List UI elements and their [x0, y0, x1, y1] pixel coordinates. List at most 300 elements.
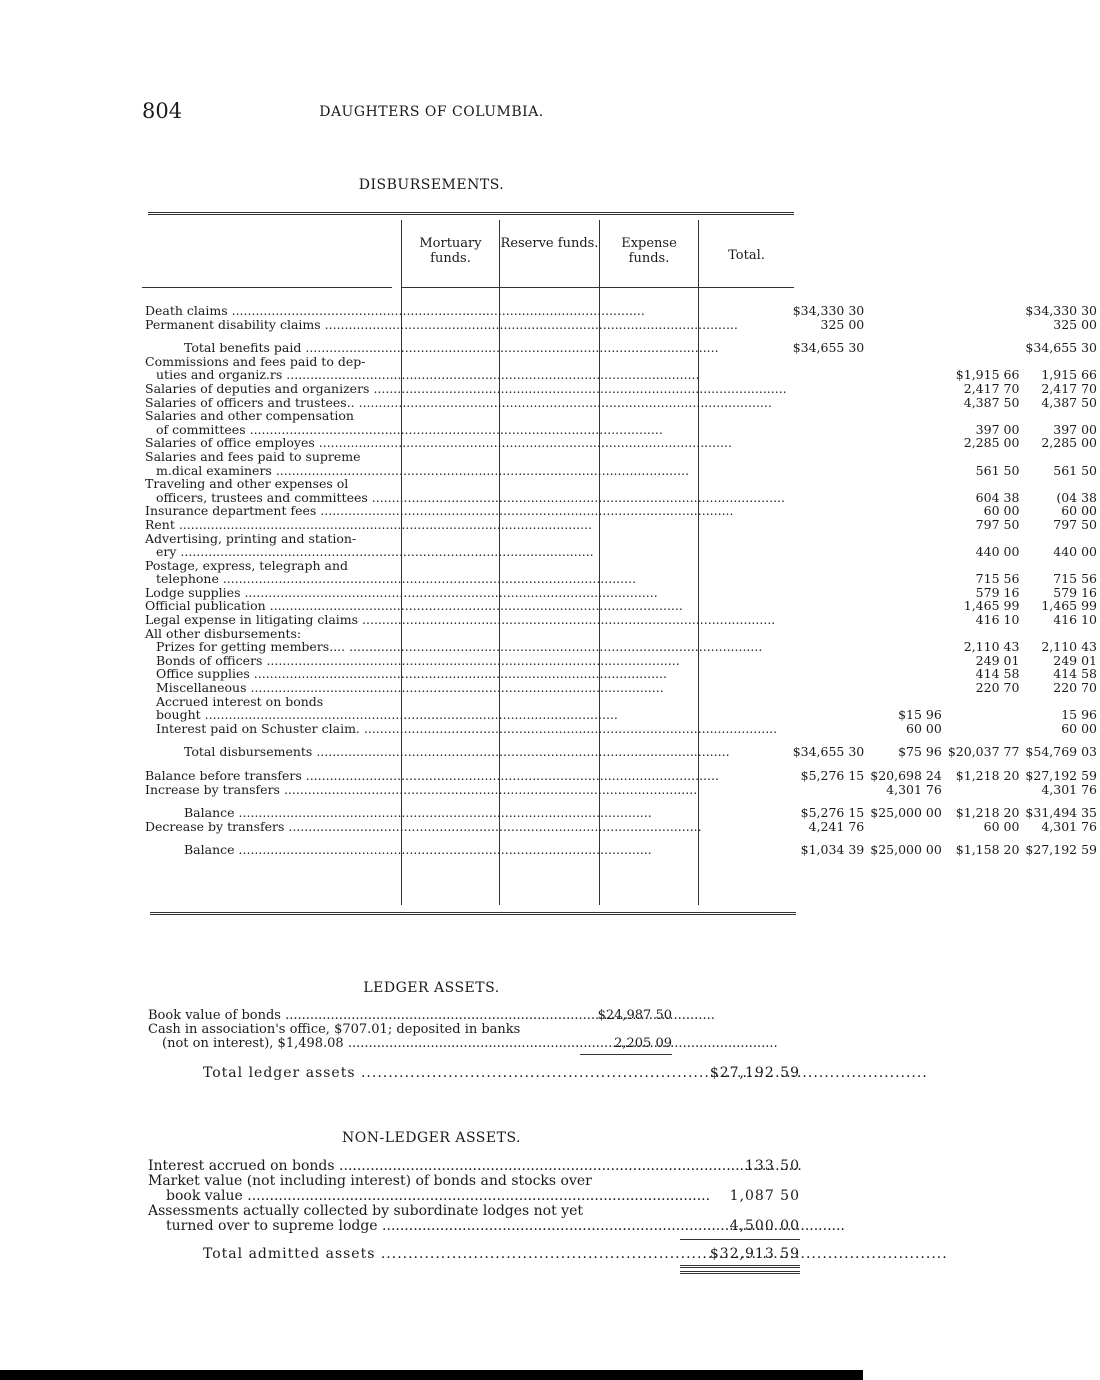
- row-label-text: Advertising, printing and station-: [145, 530, 357, 546]
- row-label-text: Commissions and fees paid to dep-: [145, 353, 366, 369]
- table-row: [142, 681, 1100, 695]
- table-row: [142, 640, 1100, 654]
- row-label: [142, 436, 790, 450]
- ledger-bonds-value: $24,987 50: [597, 1008, 672, 1023]
- row-label-text: Lodge supplies: [145, 584, 241, 600]
- column-header-expense: Expense funds.: [621, 236, 677, 266]
- row-label-text: Balance before transfers: [145, 768, 302, 783]
- cell-mortuary: [790, 613, 868, 627]
- cell-mortuary: [790, 599, 868, 613]
- cell-total: [1022, 559, 1100, 573]
- leader-dots: [315, 435, 732, 450]
- cell-reserve: [867, 355, 945, 369]
- cell-expense: [945, 304, 1023, 318]
- column-header-total: Total.: [728, 248, 765, 263]
- leader-dots: [312, 744, 729, 759]
- leader-dots: [321, 317, 738, 332]
- cell-expense: 440 00: [975, 544, 1020, 560]
- row-label: [142, 559, 790, 573]
- cell-mortuary: [790, 396, 868, 410]
- nonledger-assess-label: turned over to supreme lodge: [166, 1218, 378, 1234]
- cell-expense: 715 56: [975, 571, 1020, 587]
- row-label: [142, 667, 790, 681]
- cell-total: 60 00: [1061, 503, 1097, 519]
- cell-expense: 249 01: [975, 652, 1020, 668]
- row-label: [142, 545, 790, 559]
- cell-mortuary: [790, 477, 868, 491]
- cell-reserve: [867, 640, 945, 654]
- table-row: [142, 695, 1100, 709]
- cell-mortuary: $34,655 30: [792, 340, 865, 356]
- row-label-text: Official publication: [145, 598, 266, 614]
- row-label: [142, 341, 790, 355]
- cell-reserve: [867, 572, 945, 586]
- row-label: [142, 745, 790, 759]
- row-label-text: Office supplies: [156, 666, 250, 682]
- row-label-text: Permanent disability claims: [145, 316, 321, 332]
- cell-reserve: [867, 559, 945, 573]
- leader-dots: [360, 721, 777, 736]
- table-row: [142, 368, 1100, 382]
- cell-expense: 604 38: [975, 489, 1020, 505]
- table-row: [142, 586, 1100, 600]
- table-row: [142, 599, 1100, 613]
- row-label: [142, 599, 790, 613]
- ledger-line-cash-b-label: (not on interest), $1,498.08: [162, 1036, 344, 1051]
- row-label: [142, 572, 790, 586]
- table-row: [142, 450, 1100, 464]
- cell-reserve: [867, 518, 945, 532]
- table-row: [142, 769, 1100, 783]
- total-double-rule: [680, 1271, 800, 1274]
- ledger-line-cash-a: Cash in association's office, $707.01; deposited in banks: [148, 1022, 521, 1037]
- cell-total: 397 00: [1053, 421, 1097, 437]
- row-label: [142, 396, 790, 410]
- cell-total: 579 16: [1053, 584, 1097, 600]
- table-bottom-rule: [150, 912, 796, 915]
- row-label: [142, 586, 790, 600]
- cell-expense: 579 16: [975, 584, 1020, 600]
- cell-reserve: [867, 681, 945, 695]
- row-label: [142, 695, 790, 709]
- running-head: DAUGHTERS OF COLUMBIA.: [319, 104, 544, 120]
- cell-expense: 797 50: [975, 516, 1020, 532]
- cell-mortuary: [790, 572, 868, 586]
- cell-mortuary: $5,276 15: [800, 805, 865, 821]
- cell-mortuary: [790, 409, 868, 423]
- cell-mortuary: [790, 640, 868, 654]
- cell-expense: [945, 708, 1023, 722]
- row-label-text: ery: [156, 544, 177, 560]
- table-row: [142, 745, 1100, 759]
- cell-total: 4,301 76: [1041, 781, 1097, 797]
- cell-mortuary: [790, 368, 868, 382]
- leader-dots: [344, 1036, 778, 1051]
- row-label: [142, 783, 790, 797]
- cell-expense: 416 10: [975, 612, 1020, 628]
- row-label: [142, 769, 790, 783]
- column-header-reserve: Reserve funds.: [500, 236, 599, 251]
- table-row: [142, 436, 1100, 450]
- cell-mortuary: [790, 545, 868, 559]
- row-label: [142, 464, 790, 478]
- row-label-text: Death claims: [145, 303, 228, 318]
- cell-mortuary: 325 00: [820, 316, 865, 332]
- row-label: [142, 613, 790, 627]
- cell-reserve: [867, 464, 945, 478]
- cell-mortuary: [790, 491, 868, 505]
- cell-total: (04 38: [1056, 489, 1097, 505]
- table-row: [142, 654, 1100, 668]
- cell-mortuary: [790, 504, 868, 518]
- nonledger-sum-rule: [680, 1239, 800, 1240]
- nonledger-line-market-b: [166, 1189, 672, 1203]
- cell-mortuary: [790, 695, 868, 709]
- row-label: [142, 627, 790, 641]
- ledger-total-value: $27,192 59: [709, 1065, 800, 1081]
- row-label-text: Accrued interest on bonds: [156, 693, 324, 709]
- row-label-text: m.dical examiners: [156, 462, 272, 478]
- cell-reserve: $25,000 00: [870, 805, 942, 821]
- ledger-line-bonds-label: Book value of bonds: [148, 1008, 281, 1023]
- table-row: [142, 559, 1100, 573]
- cell-mortuary: [790, 423, 868, 437]
- row-label: [142, 654, 790, 668]
- cell-expense: $1,218 20: [955, 805, 1020, 821]
- cell-reserve: [867, 545, 945, 559]
- leader-dots: [280, 782, 697, 797]
- cell-mortuary: [790, 518, 868, 532]
- cell-expense: 2,110 43: [963, 639, 1020, 655]
- cell-reserve: [867, 368, 945, 382]
- row-label: [142, 304, 790, 318]
- cell-total: $31,494 35: [1025, 805, 1097, 821]
- nonledger-total-label: Total admitted assets: [203, 1246, 376, 1262]
- table-row: [142, 667, 1100, 681]
- cell-mortuary: [790, 722, 868, 736]
- cell-total: $34,330 30: [1025, 303, 1097, 318]
- ledger-heading: LEDGER ASSETS.: [363, 980, 500, 996]
- cell-mortuary: [790, 436, 868, 450]
- cell-reserve: [867, 613, 945, 627]
- cell-total: 416 10: [1053, 612, 1097, 628]
- cell-expense: [945, 477, 1023, 491]
- nonledger-market-label: book value: [166, 1188, 243, 1204]
- cell-total: 440 00: [1053, 544, 1097, 560]
- cell-expense: [945, 722, 1023, 736]
- cell-total: 715 56: [1053, 571, 1097, 587]
- table-row: [142, 532, 1100, 546]
- row-label: [142, 423, 790, 437]
- cell-reserve: [867, 382, 945, 396]
- cell-reserve: $25,000 00: [870, 842, 942, 858]
- row-label-text: Salaries of office employes: [145, 435, 315, 451]
- cell-expense: [945, 450, 1023, 464]
- row-label-text: Total disbursements: [184, 744, 313, 760]
- leader-dots: [356, 1065, 928, 1081]
- cell-expense: [945, 627, 1023, 641]
- cell-reserve: [867, 423, 945, 437]
- cell-mortuary: [790, 464, 868, 478]
- row-label-text: Insurance department fees: [145, 503, 317, 519]
- cell-reserve: [867, 654, 945, 668]
- table-row: [142, 627, 1100, 641]
- row-label: [142, 477, 790, 491]
- cell-expense: 1,465 99: [963, 598, 1020, 614]
- cell-mortuary: [790, 681, 868, 695]
- table-row: [142, 477, 1100, 491]
- row-label-text: Salaries and other compensation: [145, 408, 354, 424]
- table-row: [142, 806, 1100, 820]
- row-label: [142, 355, 790, 369]
- cell-total: [1022, 532, 1100, 546]
- cell-mortuary: [790, 667, 868, 681]
- row-label: [142, 491, 790, 505]
- cell-total: 414 58: [1053, 666, 1097, 682]
- cell-mortuary: [790, 532, 868, 546]
- nonledger-market-value: 1,087 50: [729, 1188, 800, 1204]
- cell-total: [1022, 450, 1100, 464]
- ledger-line-bonds: [148, 1009, 578, 1023]
- leader-dots: [375, 1246, 947, 1262]
- cell-total: 561 50: [1053, 462, 1097, 478]
- cell-reserve: $75 96: [898, 744, 942, 760]
- cell-mortuary: [790, 783, 868, 797]
- table-row: [142, 613, 1100, 627]
- cell-total: 2,417 70: [1041, 380, 1097, 396]
- row-label-text: uties and organiz.rs: [156, 367, 283, 383]
- cell-expense: [945, 409, 1023, 423]
- row-label: [142, 820, 790, 834]
- cell-reserve: $20,698 24: [870, 768, 942, 783]
- cell-total: [1022, 477, 1100, 491]
- cell-reserve: [867, 695, 945, 709]
- row-label: [142, 504, 790, 518]
- cell-mortuary: [790, 559, 868, 573]
- row-label-text: of committees: [156, 421, 246, 437]
- ledger-total-line: [203, 1066, 670, 1080]
- row-label-text: telephone: [156, 571, 219, 587]
- row-label-text: Total benefits paid: [184, 340, 302, 356]
- cell-mortuary: [790, 627, 868, 641]
- cell-reserve: [867, 820, 945, 834]
- cell-total: 2,110 43: [1041, 639, 1097, 655]
- row-label-text: Traveling and other expenses ol: [145, 476, 349, 492]
- table-row: [142, 341, 1100, 355]
- row-label: [142, 843, 790, 857]
- cell-total: 4,301 76: [1041, 818, 1097, 834]
- table-row: [142, 464, 1100, 478]
- row-label: [142, 681, 790, 695]
- scan-edge-bar: [0, 1370, 863, 1380]
- cell-expense: 4,387 50: [963, 394, 1020, 410]
- table-row: [142, 355, 1100, 369]
- table-row: [142, 820, 1100, 834]
- cell-total: $34,655 30: [1025, 340, 1097, 356]
- cell-reserve: [867, 318, 945, 332]
- cell-reserve: [867, 409, 945, 423]
- cell-reserve: [867, 504, 945, 518]
- cell-total: 220 70: [1053, 680, 1097, 696]
- cell-reserve: [867, 304, 945, 318]
- row-label-text: Bonds of officers: [156, 652, 263, 668]
- cell-expense: 2,417 70: [963, 380, 1020, 396]
- leader-dots: [243, 1188, 710, 1204]
- cell-total: 797 50: [1053, 516, 1097, 532]
- leader-dots: [284, 819, 701, 834]
- ledger-total-label: Total ledger assets: [203, 1065, 356, 1081]
- table-row: [142, 396, 1100, 410]
- cell-mortuary: [790, 654, 868, 668]
- nonledger-line-assess-a: Assessments actually collected by subordinate lodges not yet: [148, 1203, 583, 1219]
- cell-total: [1022, 355, 1100, 369]
- nonledger-heading: NON-LEDGER ASSETS.: [342, 1130, 521, 1146]
- header-rule-cols: [402, 287, 794, 288]
- row-label: [142, 532, 790, 546]
- row-label: [142, 382, 790, 396]
- table-row: [142, 843, 1100, 857]
- cell-expense: $1,218 20: [955, 768, 1020, 783]
- total-double-rule: [680, 1265, 800, 1268]
- cell-total: 15 96: [1061, 707, 1097, 723]
- cell-reserve: $15 96: [898, 707, 942, 723]
- row-label: [142, 450, 790, 464]
- row-label-text: Miscellaneous: [156, 680, 247, 696]
- cell-mortuary: $1,034 39: [800, 842, 865, 858]
- cell-reserve: 4,301 76: [886, 781, 942, 797]
- table-row: [142, 409, 1100, 423]
- cell-mortuary: 4,241 76: [808, 818, 865, 834]
- nonledger-total-value: $32,913 59: [709, 1246, 800, 1262]
- table-row: [142, 545, 1100, 559]
- disbursements-heading: DISBURSEMENTS.: [358, 177, 505, 193]
- cell-expense: 414 58: [975, 666, 1020, 682]
- row-label: [142, 318, 790, 332]
- table-row: [142, 318, 1100, 332]
- cell-total: $27,192 59: [1025, 768, 1097, 783]
- cell-expense: $20,037 77: [947, 744, 1020, 760]
- cell-total: 325 00: [1053, 316, 1097, 332]
- cell-expense: [945, 318, 1023, 332]
- cell-total: 1,915 66: [1041, 367, 1097, 383]
- cell-expense: [945, 355, 1023, 369]
- row-label-text: Salaries and fees paid to supreme: [145, 448, 361, 464]
- ledger-line-cash-b: [162, 1037, 578, 1051]
- row-label: [142, 518, 790, 532]
- nonledger-total-line: [203, 1247, 670, 1261]
- table-row: [142, 518, 1100, 532]
- row-label-text: Legal expense in litigating claims: [145, 612, 359, 628]
- row-label-text: Balance: [184, 842, 235, 858]
- row-label-text: bought: [156, 707, 201, 723]
- cell-reserve: [867, 532, 945, 546]
- table-row: [142, 382, 1100, 396]
- ledger-sum-rule: [580, 1054, 672, 1055]
- cell-mortuary: [790, 355, 868, 369]
- row-label-text: Increase by transfers: [145, 781, 280, 797]
- cell-mortuary: $34,655 30: [792, 744, 865, 760]
- nonledger-line-market-a: Market value (not including interest) of bonds and stocks over: [148, 1173, 592, 1189]
- cell-expense: 397 00: [975, 421, 1020, 437]
- cell-total: [1022, 627, 1100, 641]
- row-label: [142, 806, 790, 820]
- cell-reserve: [867, 396, 945, 410]
- row-label-text: Balance: [184, 805, 235, 821]
- cell-reserve: [867, 667, 945, 681]
- row-label: [142, 708, 790, 722]
- cell-expense: [945, 695, 1023, 709]
- cell-total: 1,465 99: [1041, 598, 1097, 614]
- column-header-mortuary: Mortuary funds.: [419, 236, 482, 266]
- table-row: [142, 572, 1100, 586]
- cell-reserve: [867, 436, 945, 450]
- row-label-text: All other disbursements:: [145, 625, 302, 641]
- leader-dots: [235, 842, 652, 857]
- cell-reserve: [867, 491, 945, 505]
- cell-total: $54,769 03: [1025, 744, 1097, 760]
- row-label-text: Salaries of deputies and organizers: [145, 380, 370, 396]
- cell-mortuary: $5,276 15: [800, 768, 865, 783]
- row-label: [142, 409, 790, 423]
- cell-expense: [945, 783, 1023, 797]
- cell-expense: $1,915 66: [955, 367, 1020, 383]
- row-label-text: Salaries of officers and trustees..: [145, 394, 355, 410]
- cell-reserve: [867, 477, 945, 491]
- row-label: [142, 368, 790, 382]
- table-row: [142, 304, 1100, 318]
- nonledger-interest-label: Interest accrued on bonds: [148, 1158, 335, 1174]
- cell-reserve: [867, 599, 945, 613]
- cell-expense: 220 70: [975, 680, 1020, 696]
- cell-total: $27,192 59: [1025, 842, 1097, 858]
- leader-dots: [358, 612, 775, 627]
- row-label-text: Prizes for getting members....: [156, 639, 346, 655]
- nonledger-assess-value: 4,500 00: [729, 1218, 800, 1234]
- disbursements-table: [142, 304, 1100, 857]
- cell-expense: [945, 559, 1023, 573]
- ledger-cash-value: 2,205 09: [614, 1036, 672, 1051]
- table-row: [142, 504, 1100, 518]
- table-top-rule: [148, 212, 794, 215]
- header-rule-label: [142, 287, 392, 288]
- cell-expense: 561 50: [975, 462, 1020, 478]
- cell-mortuary: [790, 450, 868, 464]
- cell-mortuary: [790, 382, 868, 396]
- page-number: 804: [142, 99, 183, 123]
- table-row: [142, 722, 1100, 736]
- cell-expense: [945, 341, 1023, 355]
- nonledger-line-assess-b: [166, 1219, 672, 1233]
- row-label-text: officers, trustees and committees: [156, 489, 368, 505]
- cell-total: [1022, 695, 1100, 709]
- cell-total: 4,387 50: [1041, 394, 1097, 410]
- row-label-text: Postage, express, telegraph and: [145, 557, 349, 573]
- cell-expense: 60 00: [983, 503, 1020, 519]
- cell-mortuary: [790, 708, 868, 722]
- cell-reserve: 60 00: [906, 720, 942, 736]
- cell-expense: $1,158 20: [955, 842, 1020, 858]
- row-label-text: Interest paid on Schuster claim.: [156, 720, 360, 736]
- nonledger-interest-value: 133 50: [745, 1158, 800, 1174]
- leader-dots: [355, 395, 772, 410]
- cell-reserve: [867, 341, 945, 355]
- table-row: [142, 783, 1100, 797]
- cell-mortuary: [790, 586, 868, 600]
- row-label-text: Decrease by transfers: [145, 818, 285, 834]
- cell-reserve: [867, 627, 945, 641]
- nonledger-line-interest: [148, 1159, 672, 1173]
- table-row: [142, 708, 1100, 722]
